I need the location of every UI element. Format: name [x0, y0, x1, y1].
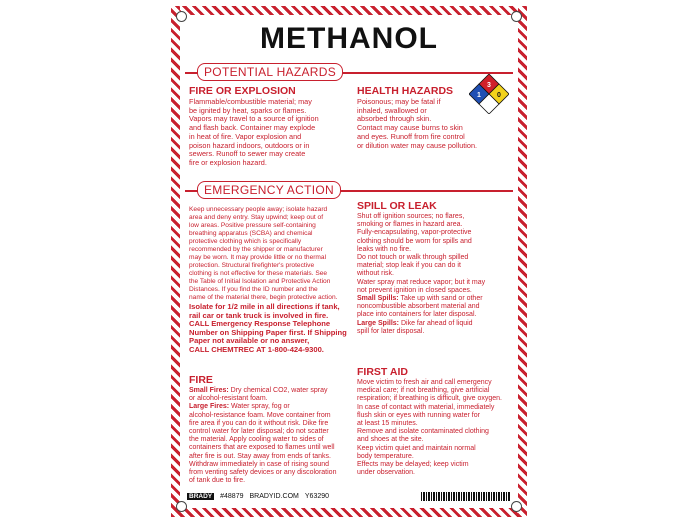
text-line: leaks with no fire.	[357, 245, 412, 253]
nfpa-health-rating: 1	[477, 92, 481, 99]
text-line: Distances. If you find the ID number and the	[189, 286, 318, 293]
spill-leak-text	[357, 213, 525, 295]
text-line: noncombustible absorbent material and	[357, 303, 480, 311]
text-line: clothing is not effective for these materials. See	[189, 270, 328, 277]
text-line: not prevent ignition in closed spaces.	[357, 286, 472, 294]
text-line: control water for later disposal; do not scatter	[189, 428, 329, 436]
spill-leak-heading: SPILL OR LEAK	[357, 200, 437, 212]
text-line: medical care; if not breathing, give artificial	[357, 387, 490, 395]
text-line: from venting safety devices or any discoloration	[189, 469, 337, 477]
text-line: containers that are exposed to flames until well	[189, 444, 335, 452]
fire-explosion-text	[189, 98, 361, 168]
footer-website: BRADYID.COM	[249, 492, 299, 500]
warning-line: Number on Shipping Paper first. If Shipping	[189, 327, 347, 337]
first-aid-text	[357, 379, 525, 477]
health-hazards-heading: HEALTH HAZARDS	[357, 85, 454, 97]
warning-line: CALL Emergency Response Telephone	[189, 319, 331, 329]
text-line: of tank due to fire.	[189, 477, 246, 485]
text-line: low areas. Positive pressure self-containing	[189, 222, 316, 229]
text-line: respiration; if breathing is difficult, give oxygen.	[357, 395, 503, 403]
part-number: #48879	[220, 492, 244, 500]
text-line: sewers. Runoff to sewer may create	[189, 149, 306, 159]
text-line: at least 15 minutes.	[357, 420, 418, 428]
text-line: the material. Apply cooling water to sides of	[189, 436, 324, 444]
text-line: name of the material there, begin protective action.	[189, 294, 338, 301]
emergency-action-text	[189, 206, 361, 302]
large-fires-text: Water spray, fog or	[229, 403, 290, 411]
text-line: or dilution water may cause pollution.	[357, 140, 478, 150]
barcode-icon	[421, 492, 511, 501]
small-fires-label: Small Fires:	[189, 387, 229, 394]
footer-code: Y63290	[304, 492, 330, 500]
mounting-hole-top-left	[176, 11, 187, 22]
brady-logo: BRADY	[189, 492, 213, 500]
warning-line: CALL CHEMTREC AT 1-800-424-9300.	[189, 344, 324, 354]
text-line: Shut off ignition sources; no flares,	[357, 213, 465, 220]
small-fires-lines	[189, 395, 361, 403]
nfpa-fire-rating: 3	[487, 82, 491, 89]
text-line: Move victim to fresh air and call emergency	[357, 379, 492, 386]
text-line: Vapors may travel to a source of ignition	[189, 114, 319, 124]
first-aid-heading: FIRST AID	[357, 366, 408, 378]
warning-line: rail car or tank truck is involved in fire.	[189, 310, 329, 320]
text-line: under observation.	[357, 469, 415, 477]
text-line: material; stop leak if you can do it	[357, 262, 461, 270]
text-line: flush skin or eyes with running water for	[357, 411, 480, 419]
text-line: smoking or flames in hazard area.	[357, 221, 463, 229]
text-line: inhaled, swallowed or	[357, 105, 427, 115]
text-line: after fire is out. Stay away from ends of tanks.	[189, 452, 332, 460]
text-line: Fully-encapsulating, vapor-protective	[357, 229, 472, 237]
text-line: breathing apparatus (SCBA) and chemical	[189, 230, 313, 237]
text-line: Keep unnecessary people away; isolate hazard	[189, 206, 328, 213]
small-spills-lines	[357, 303, 525, 319]
text-line: absorbed through skin.	[357, 114, 432, 124]
text-line: spill for later disposal.	[357, 327, 425, 335]
text-line: in heat of fire. Vapor explosion and	[189, 131, 302, 141]
text-line: or alcohol-resistant foam.	[189, 395, 268, 403]
large-spills-text: Dike far ahead of liquid	[399, 319, 473, 327]
text-line: Poisonous; may be fatal if	[357, 97, 441, 106]
text-line: body temperature.	[357, 452, 414, 460]
fire-heading: FIRE	[189, 374, 213, 386]
large-spills-lines	[357, 328, 525, 336]
text-line: be ignited by heat, sparks or flames.	[189, 105, 307, 115]
text-line: the Table of Initial Isolation and Protective Action	[189, 278, 331, 285]
border-top	[171, 6, 527, 15]
fire-block	[189, 374, 361, 485]
emergency-action-block	[189, 206, 361, 355]
large-fires-label: Large Fires:	[189, 403, 230, 411]
text-line: and shoes at the site.	[357, 436, 424, 444]
nfpa-reactivity-rating: 0	[497, 92, 501, 99]
first-aid-block	[357, 366, 525, 477]
large-fires-lines	[189, 412, 361, 486]
text-line: Keep victim quiet and maintain normal	[357, 444, 476, 452]
nfpa-diamond-icon	[469, 74, 509, 114]
text-line: alcohol-resistance foam. Move container from	[189, 411, 331, 419]
text-line: clothing should be worn for spills and	[357, 237, 472, 245]
text-line: place into containers for later disposal.	[357, 311, 477, 319]
border-left	[171, 6, 180, 517]
text-line: and flash back. Container may explode	[189, 123, 316, 133]
text-line: and eyes. Runoff from fire control	[357, 131, 465, 141]
text-line: Withdraw immediately in case of rising sound	[189, 460, 330, 468]
border-bottom	[171, 508, 527, 517]
mounting-hole-bottom-left	[176, 501, 187, 512]
spill-leak-block	[357, 200, 525, 336]
text-line: Do not touch or walk through spilled	[357, 254, 469, 262]
text-line: protective clothing which is specifically	[189, 238, 302, 245]
text-line: recommended by the shipper or manufacturer	[189, 246, 323, 253]
text-line: protection. Structural firefighter's protective	[189, 262, 315, 269]
sign-footer	[187, 490, 511, 502]
text-line: Water spray mat reduce vapor; but it may	[357, 278, 486, 286]
text-line: area and deny entry. Stay upwind; keep out of	[189, 214, 324, 221]
mounting-hole-bottom-right	[511, 501, 522, 512]
section-label-emergency-action: EMERGENCY ACTION	[197, 181, 341, 199]
mounting-hole-top-right	[511, 11, 522, 22]
small-fires-text: Dry chemical CO2, water spray	[228, 387, 328, 394]
methanol-sign	[165, 0, 533, 523]
large-spills-label: Large Spills:	[357, 319, 400, 327]
warning-line: Isolate for 1/2 mile in all directions if tank,	[189, 302, 340, 311]
text-line: without risk.	[357, 270, 394, 278]
text-line: Remove and isolate contaminated clothing	[357, 428, 489, 436]
text-line: fire or explosion hazard.	[189, 157, 267, 167]
fire-explosion-heading: FIRE OR EXPLOSION	[189, 85, 296, 97]
text-line: Effects may be delayed; keep victim	[357, 461, 469, 469]
small-spills-label: Small Spills:	[357, 295, 399, 303]
fire-explosion-block	[189, 85, 361, 168]
sign-title: METHANOL	[260, 22, 438, 55]
text-line: poison hazard indoors, outdoors or in	[189, 140, 310, 150]
small-spills-text: Take up with sand or other	[398, 295, 483, 303]
text-line: Contact may cause burns to skin	[357, 123, 463, 133]
emergency-action-warning	[189, 303, 361, 355]
warning-line: Paper not available or no answer,	[189, 336, 310, 346]
text-line: In case of contact with material, immediately	[357, 403, 495, 411]
text-line: fire area if you can do it without risk. Dike fire	[189, 419, 329, 427]
text-line: Flammable/combustible material; may	[189, 97, 312, 106]
section-label-potential-hazards: POTENTIAL HAZARDS	[197, 63, 343, 81]
text-line: may be worn. It may provide little or no thermal	[189, 254, 327, 261]
